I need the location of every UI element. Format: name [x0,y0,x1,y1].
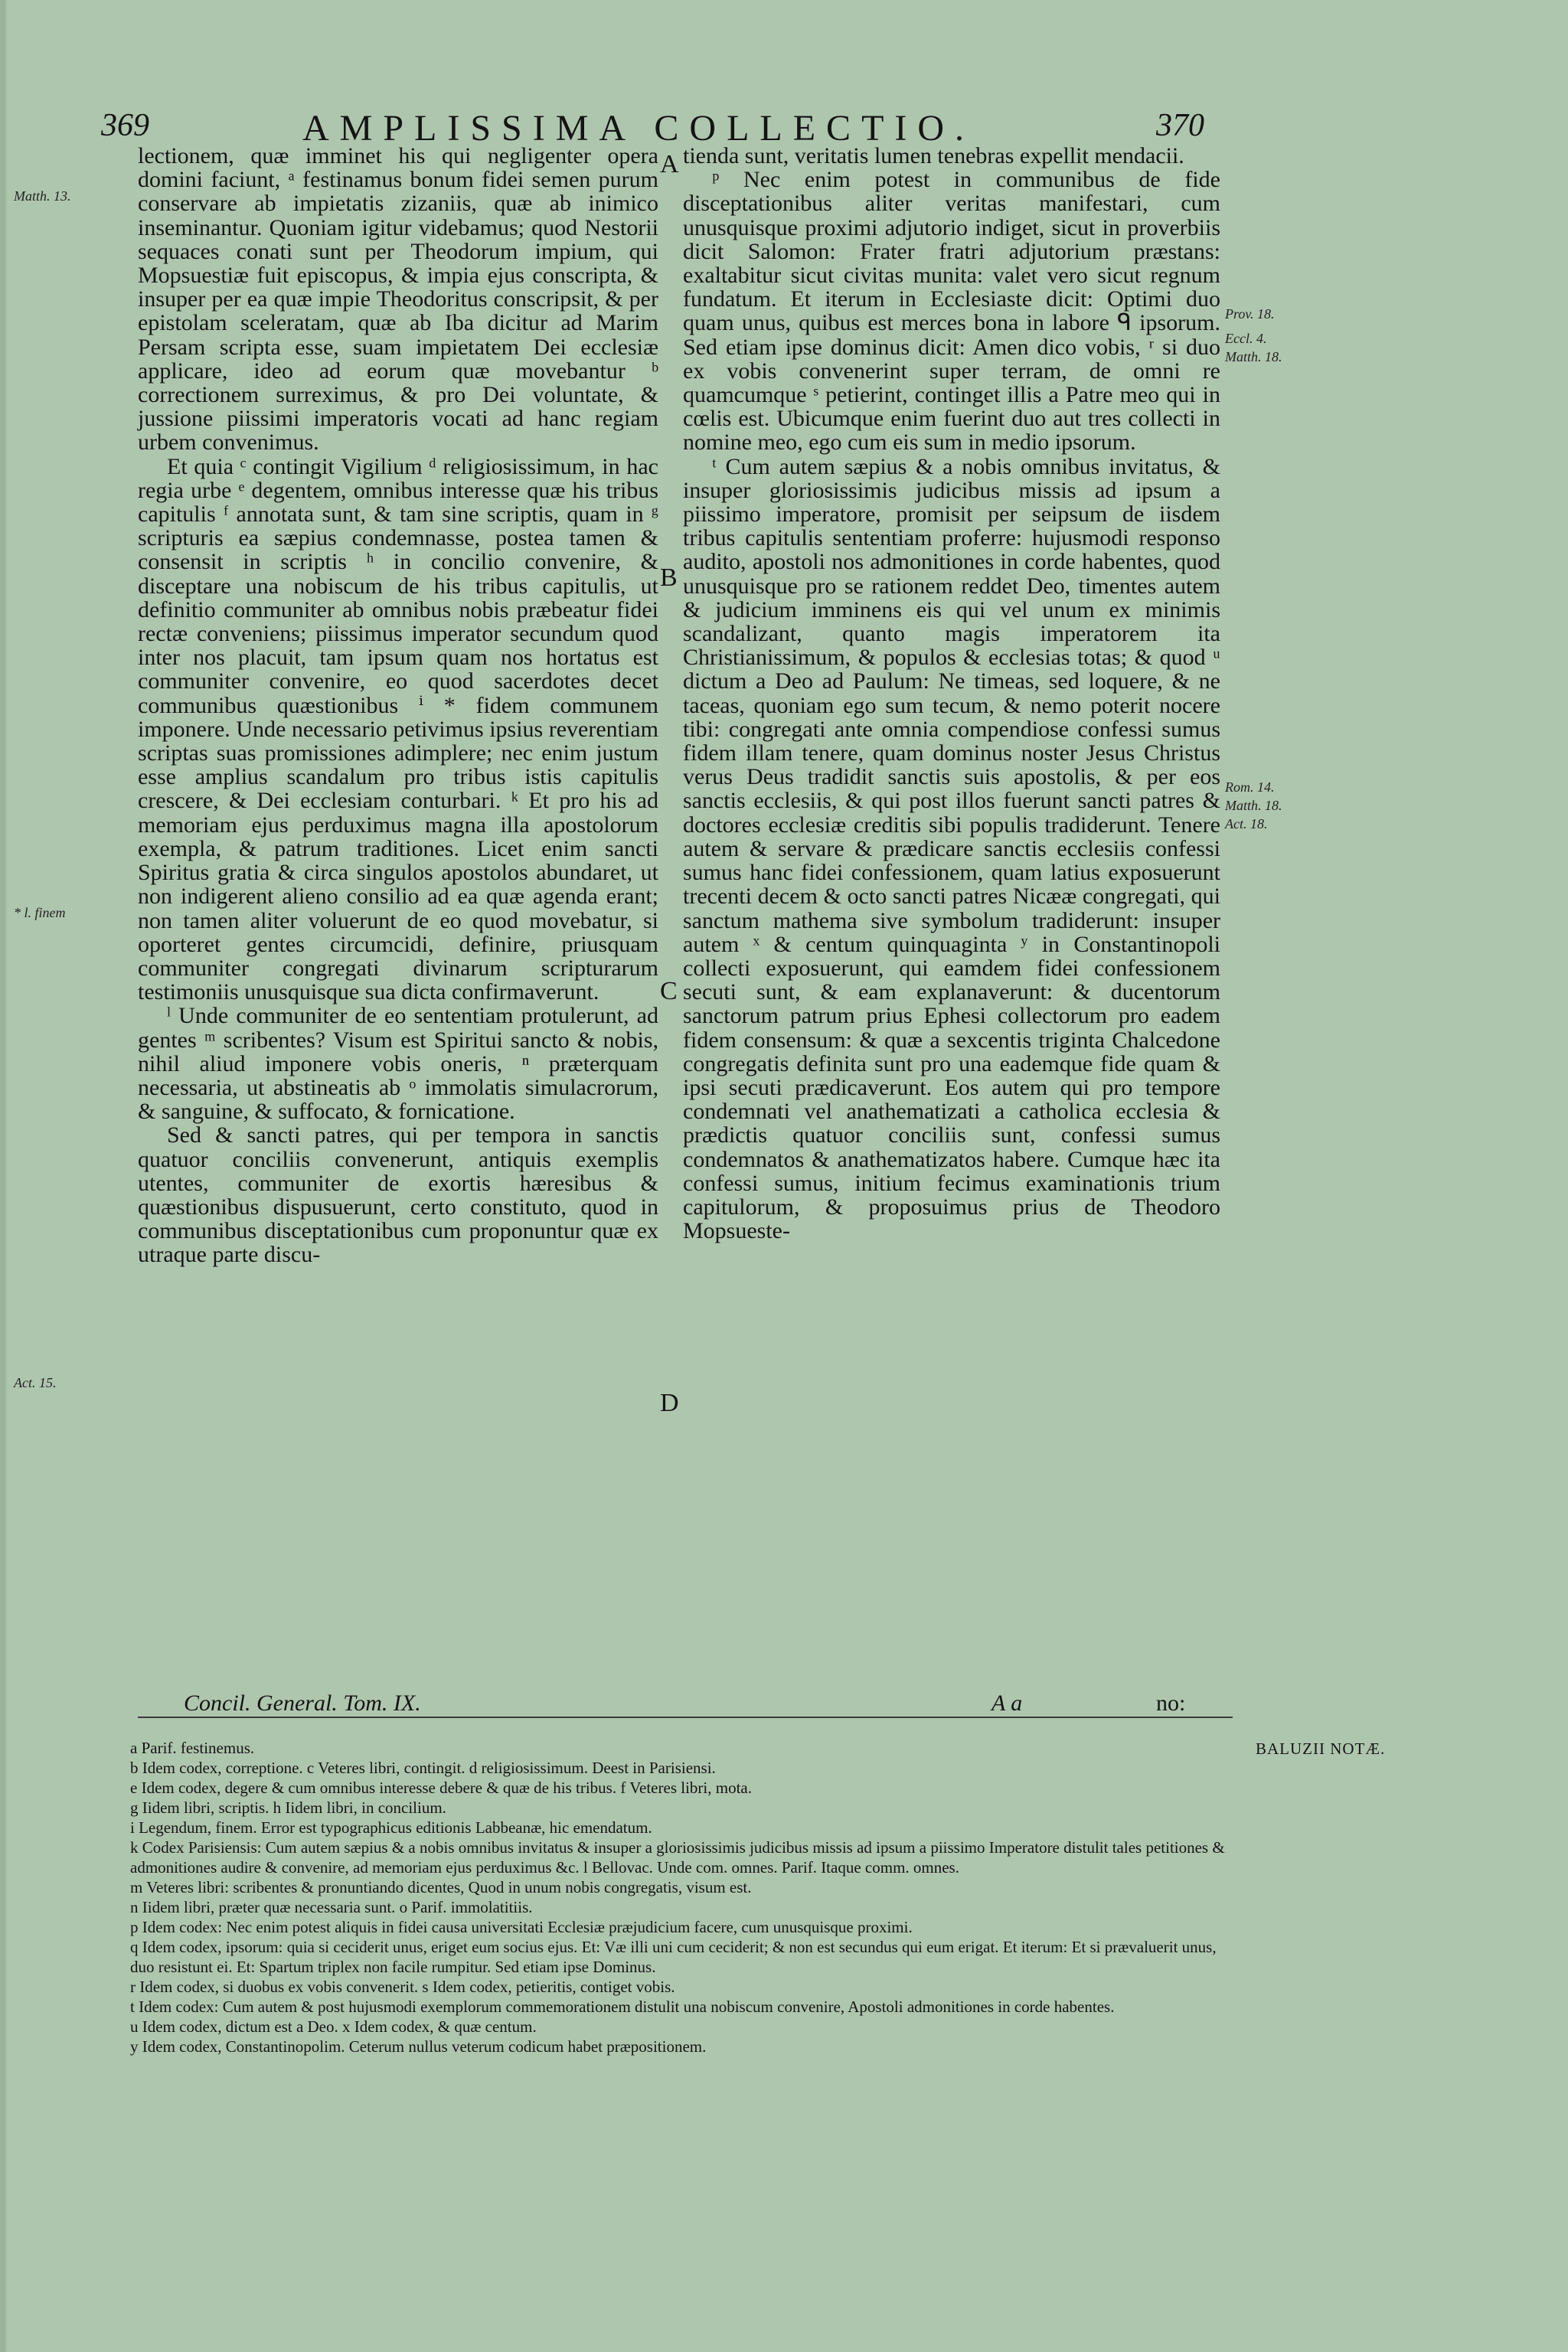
footnote: i Legendum, finem. Error est typographicus editionis Labbeanæ, hic emendatum. [130,1818,652,1837]
margin-note: Matth. 13. [14,188,71,204]
footnote: r Idem codex, si duobus ex vobis convenerit. s Idem codex, petieritis, contiget vobis. [130,1978,675,1996]
section-letter: C [660,977,678,1005]
footnote-divider [138,1717,1233,1718]
footnote: e Idem codex, degere & cum omnibus interesse debere & quæ de his tribus. f Veteres libri, mota. [130,1779,752,1797]
margin-note: Rom. 14. [1225,779,1275,795]
paragraph: Sed & sancti patres, qui per tempora in sanctis quatuor conciliis convenerunt, antiquis exemplis utentes, communiter de exortis hæresibus & quæstionibus dispusuerunt, certo constituto, quod in communibus disceptationibus cum proponuntur quæ ex utraque parte discu- [138,1122,658,1268]
footnote: u Idem codex, dictum est a Deo. x Idem codex, & quæ centum. [130,2017,537,2036]
page-edge [0,0,6,2352]
section-letter: A [660,150,679,178]
footnote: g Iidem libri, scriptis. h Iidem libri, in concilium. [130,1798,446,1817]
margin-note: * l. finem [14,905,66,920]
footnote: y Idem codex, Constantinopolim. Ceterum nullus veterum codicum habet præpositionem. [130,2037,707,2056]
margin-note: Prov. 18. [1225,306,1275,322]
left-column [138,144,658,1267]
footnote: a Parif. festinemus. [130,1739,255,1757]
volume-signature: Concil. General. Tom. IX. [184,1690,421,1716]
paragraph: Et quia ᶜ contingit Vigilium ᵈ religiosissimum, in hac regia urbe ᵉ degentem, omnibus interesse quæ his tribus capitulis ᶠ annotata sunt, & tam sine scriptis, quam in ᵍ scripturis ea sæpius condemnasse, postea tamen & consensit in scriptis ʰ in concilio convenire, & disceptare una nobiscum de his tribus capitulis, ut definitio communiter ab omnibus nobis præbeatur fidei rectæ conveniens; piissimus imperator secundum quod inter nos placuit, tam ipsum quam nos hortatus est communiter convenire, eo quod sacerdotes decet communibus quæstionibus ⁱ * fidem communem imponere. Unde necessario petivimus ipsius reverentiam scriptas suas promissiones adimplere; nec enim justum esse amplius scandalum pro tribus istis capitulis crescere, & Dei ecclesiam conturbari. ᵏ Et pro his ad memoriam ejus perduximus magna illa apostolorum exempla, & patrum traditiones. Licet enim sancti Spiritus gratia & circa singulos apostolos abundaret, ut non indigerent alieno consilio ad ea quæ agenda erant; non tamen aliter voluerunt de eo quod movebatur, si oporteret gentes circumcidi, definire, priusquam communiter congregati divinarum scripturarum testimoniis unusquisque sua dicta confirmaverunt. [138,453,658,1005]
baluzii-notes-label: BALUZII NOTÆ. [1256,1740,1386,1758]
catchword: no: [1156,1690,1186,1716]
footnote: p Idem codex: Nec enim potest aliquis in fidei causa universitati Ecclesiæ præjudicium facere, cum unusquisque proximi. [130,1918,913,1936]
margin-note: Matth. 18. [1225,349,1282,364]
paragraph: tienda sunt, veritatis lumen tenebras expellit mendacii. [683,143,1184,168]
paragraph: ᵖ Nec enim potest in communibus de fide disceptationibus aliter veritas manifestari, cum unusquisque proximi adjutorio indiget, sicut in proverbiis dicit Salomon: Frater fratri adjutorium præstans: exaltabitur sicut civitas munita: valet vero sicut regnum fundatum. Et iterum in Ecclesiaste dicit: Optimi duo quam unus, quibus est merces bona in labore ᑫ ipsorum. Sed etiam ipse dominus dicit: Amen dico vobis, ʳ si duo ex vobis convenerint super terram, de omni re quamcumque ˢ petierint, continget illis a Patre meo qui in cœlis est. Ubicumque enim fuerint duo aut tres collecti in nomine meo, ego cum eis sum in medio ipsorum. [683,167,1220,456]
footnote: n Iidem libri, præter quæ necessaria sunt. o Parif. immolatitiis. [130,1898,533,1916]
margin-note: Act. 15. [14,1375,57,1390]
paragraph: lectionem, quæ imminet his qui negligenter opera domini faciunt, ᵃ festinamus bonum fidei semen purum conservare ab impietatis zizaniis, quæ ab inimico inseminantur. Quoniam igitur videbamus; quod Nestorii sequaces conati sunt per Theodorum impium, qui Mopsuestiæ fuit episcopus, & impia ejus conscripta, & insuper per ea quæ impie Theodoritus conscripsit, & per epistolam sceleratam, quæ ab Iba dicitur ad Marim Persam scripta esse, suam impietatem Dei ecclesiæ applicare, ideo ad eorum quæ movebantur ᵇ correctionem surreximus, & pro Dei voluntate, & jussione piissimi imperatoris vocati ad hanc regiam urbem convenimus. [138,143,658,456]
section-letter: D [660,1389,679,1417]
paragraph: ˡ Unde communiter de eo sententiam protulerunt, ad gentes ᵐ scribentes? Visum est Spiritui sancto & nobis, nihil aliud imponere vobis oneris, ⁿ præterquam necessaria, ut abstineatis ab ᵒ immolatis simulacrorum, & sanguine, & suffocato, & fornicatione. [138,1003,658,1125]
gathering-signature: A a [991,1690,1023,1716]
page-number-right: 370 [1156,108,1204,143]
running-title: AMPLISSIMA COLLECTIO. [302,108,975,149]
margin-note: Act. 18. [1225,816,1268,831]
paragraph: ᵗ Cum autem sæpius & a nobis omnibus invitatus, & insuper gloriosissimis judicibus missis ad ipsum a piissimo imperatore, promisit per seipsum de iisdem tribus capitulis sententiam proferre: hujusmodi responso audito, apostoli nos admonitiones in corde habentes, quod unusquisque pro se rationem reddet Deo, timentes autem & judicium imminens eis qui vel unum ex minimis scandalizant, quanto magis imperatorem ita Christianissimum, & populos & ecclesias totas; & quod ᵘ dictum a Deo ad Paulum: Ne timeas, sed loquere, & ne taceas, quoniam ego sum tecum, & nemo poterit nocere tibi: congregati ante omnia compendiose confessi sumus fidem illam tenere, quam dominus noster Jesus Christus verus Deus tradidit sanctis suis apostolis, & per eos sanctis ecclesiis, & qui post illos fuerunt sancti patres & doctores ecclesiæ creditis sibi populis tradiderunt. Tenere autem & servare & prædicare sanctis ecclesiis confessi sumus hanc fidei confessionem, quam latius exposuerunt trecenti decem & octo sancti patres Nicææ congregati, qui sanctum mathema sive symbolum tradiderunt: insuper autem ˣ & centum quinquaginta ʸ in Constantinopoli collecti exposuerunt, qui eamdem fidei confessionem secuti sunt, & eam explanaverunt: & ducentorum sanctorum patrum prius Ephesi collectorum pro eadem fidem consensum: & quæ a sexcentis triginta Chalcedone congregatis definita sunt pro una eademque fide quam & ipsi secuti prædicaverunt. Eos autem qui pro tempore condemnati vel anathematizati a catholica ecclesia & prædictis quatuor conciliis sunt, confessi sumus condemnatos & anathematizatos habere. Cumque hæc ita confessi sumus, initium fecimus examinationis trium capitulorum, & proposuimus prius de Theodoro Mopsueste- [683,453,1220,1244]
page-number-left: 369 [101,108,149,143]
footnotes [130,1738,1240,2056]
footnote: b Idem codex, correptione. c Veteres libri, contingit. d religiosissimum. Deest in Parisiensi. [130,1759,716,1777]
footnote: m Veteres libri: scribentes & pronuntiando dicentes, Quod in unum nobis congregatis, visum est. [130,1878,752,1896]
footnote: k Codex Parisiensis: Cum autem sæpius & a nobis omnibus invitatus & insuper a gloriosissimis judicibus missis ad ipsum a piissimo Imperatore distulit tales petitiones & admonitiones audire & convenire, ad memoriam ejus perduximus &c. l Bellovac. Unde com. omnes. Parif. Itaque comm. omnes. [130,1838,1225,1877]
margin-note: Matth. 18. [1225,798,1282,813]
footnote: q Idem codex, ipsorum: quia si ceciderit unus, eriget eum socius ejus. Et: Væ illi uni cum ceciderit; & non est secundus qui eum erigat. Et iterum: Et si prævaluerit unus, duo resistunt ei. Et: Spartum triplex non facile rumpitur. Sed etiam ipse Dominus. [130,1938,1217,1976]
section-letter: B [660,564,678,592]
footnote: t Idem codex: Cum autem & post hujusmodi exemplorum commemorationem distulit una nobiscum convenire, Apostoli admonitiones in corde habentes. [130,1998,1115,2016]
margin-note: Eccl. 4. [1225,331,1267,346]
right-column [683,144,1220,1243]
